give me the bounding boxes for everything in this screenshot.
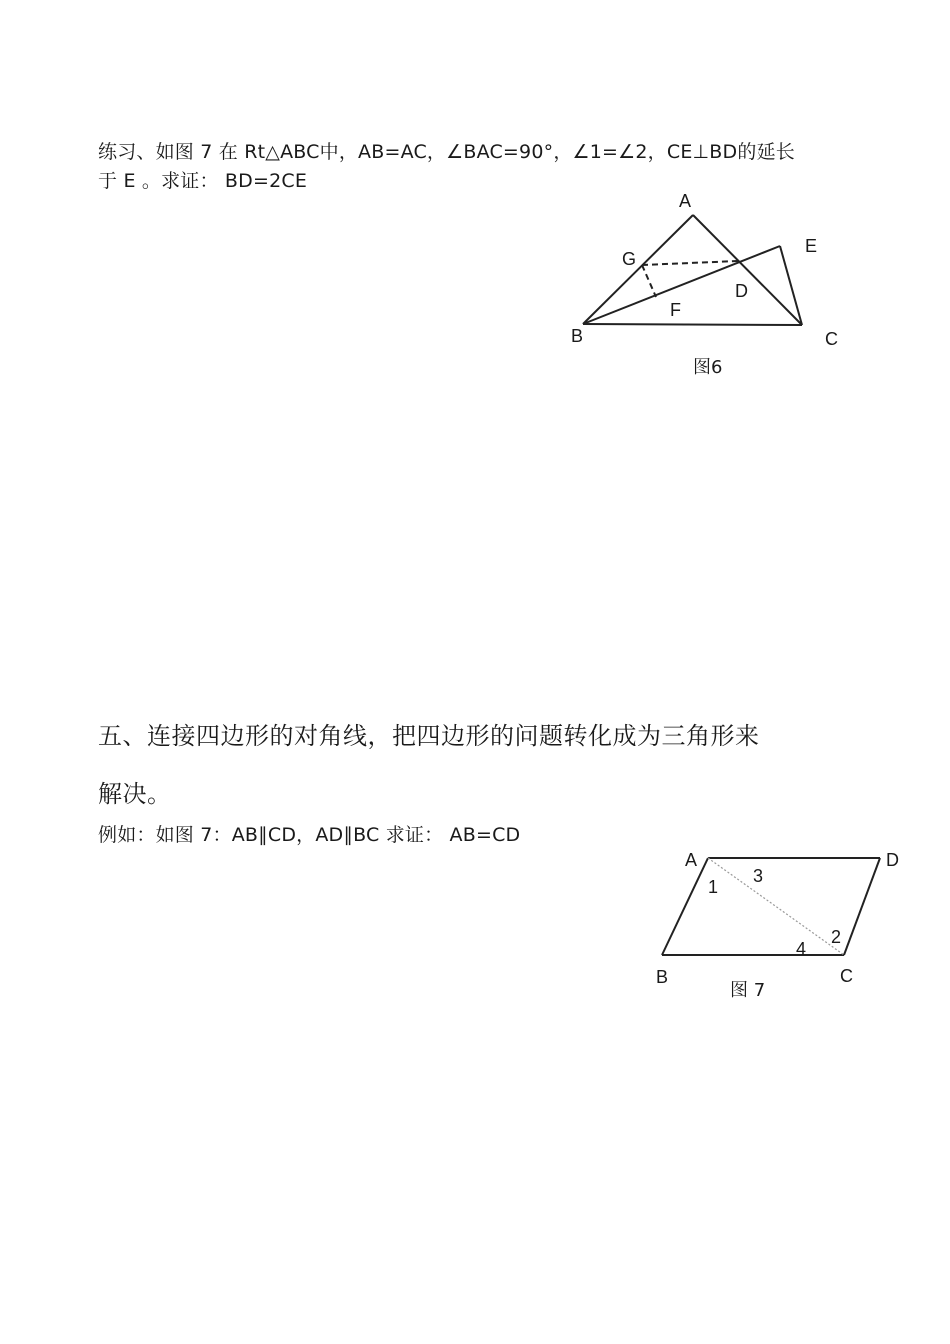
label-b: B	[656, 967, 669, 987]
diagonal-ac	[708, 858, 844, 955]
segment-be	[583, 246, 780, 324]
angle-label-3: 3	[753, 866, 764, 886]
section-5-heading-line-2: 解决。	[98, 780, 172, 808]
label-f: F	[670, 300, 681, 320]
dashed-segment-gd	[642, 261, 738, 265]
figure-7-caption: 图 7	[730, 980, 766, 1001]
label-e: E	[805, 236, 818, 256]
figure-7	[640, 845, 910, 1005]
angle-label-4: 4	[796, 939, 807, 959]
label-a: A	[685, 850, 698, 870]
exercise-line-1: 练习、如图 7 在 Rt△ABC中，AB=AC，∠BAC=90°，∠1=∠2，CE⊥BD的延长	[98, 141, 795, 163]
label-b: B	[571, 326, 584, 346]
angle-label-1: 1	[708, 877, 719, 897]
label-a: A	[679, 191, 692, 211]
label-g: G	[622, 249, 637, 269]
segment-bc	[583, 324, 802, 325]
exercise-line-2: 于 E 。求证： BD=2CE	[98, 170, 308, 192]
label-c: C	[840, 966, 853, 986]
label-d: D	[886, 850, 899, 870]
figure-6-caption: 图6	[693, 357, 723, 378]
example-line: 例如：如图 7：AB∥CD，AD∥BC 求证： AB=CD	[98, 824, 521, 846]
section-5-heading-line-1: 五、连接四边形的对角线，把四边形的问题转化成为三角形来	[98, 722, 760, 750]
segment-ab	[662, 858, 708, 955]
figure-6	[560, 185, 860, 385]
dashed-segment-gf	[642, 265, 656, 297]
segment-dc	[844, 858, 880, 955]
label-c: C	[825, 329, 838, 349]
angle-label-2: 2	[831, 927, 842, 947]
label-d: D	[735, 281, 748, 301]
